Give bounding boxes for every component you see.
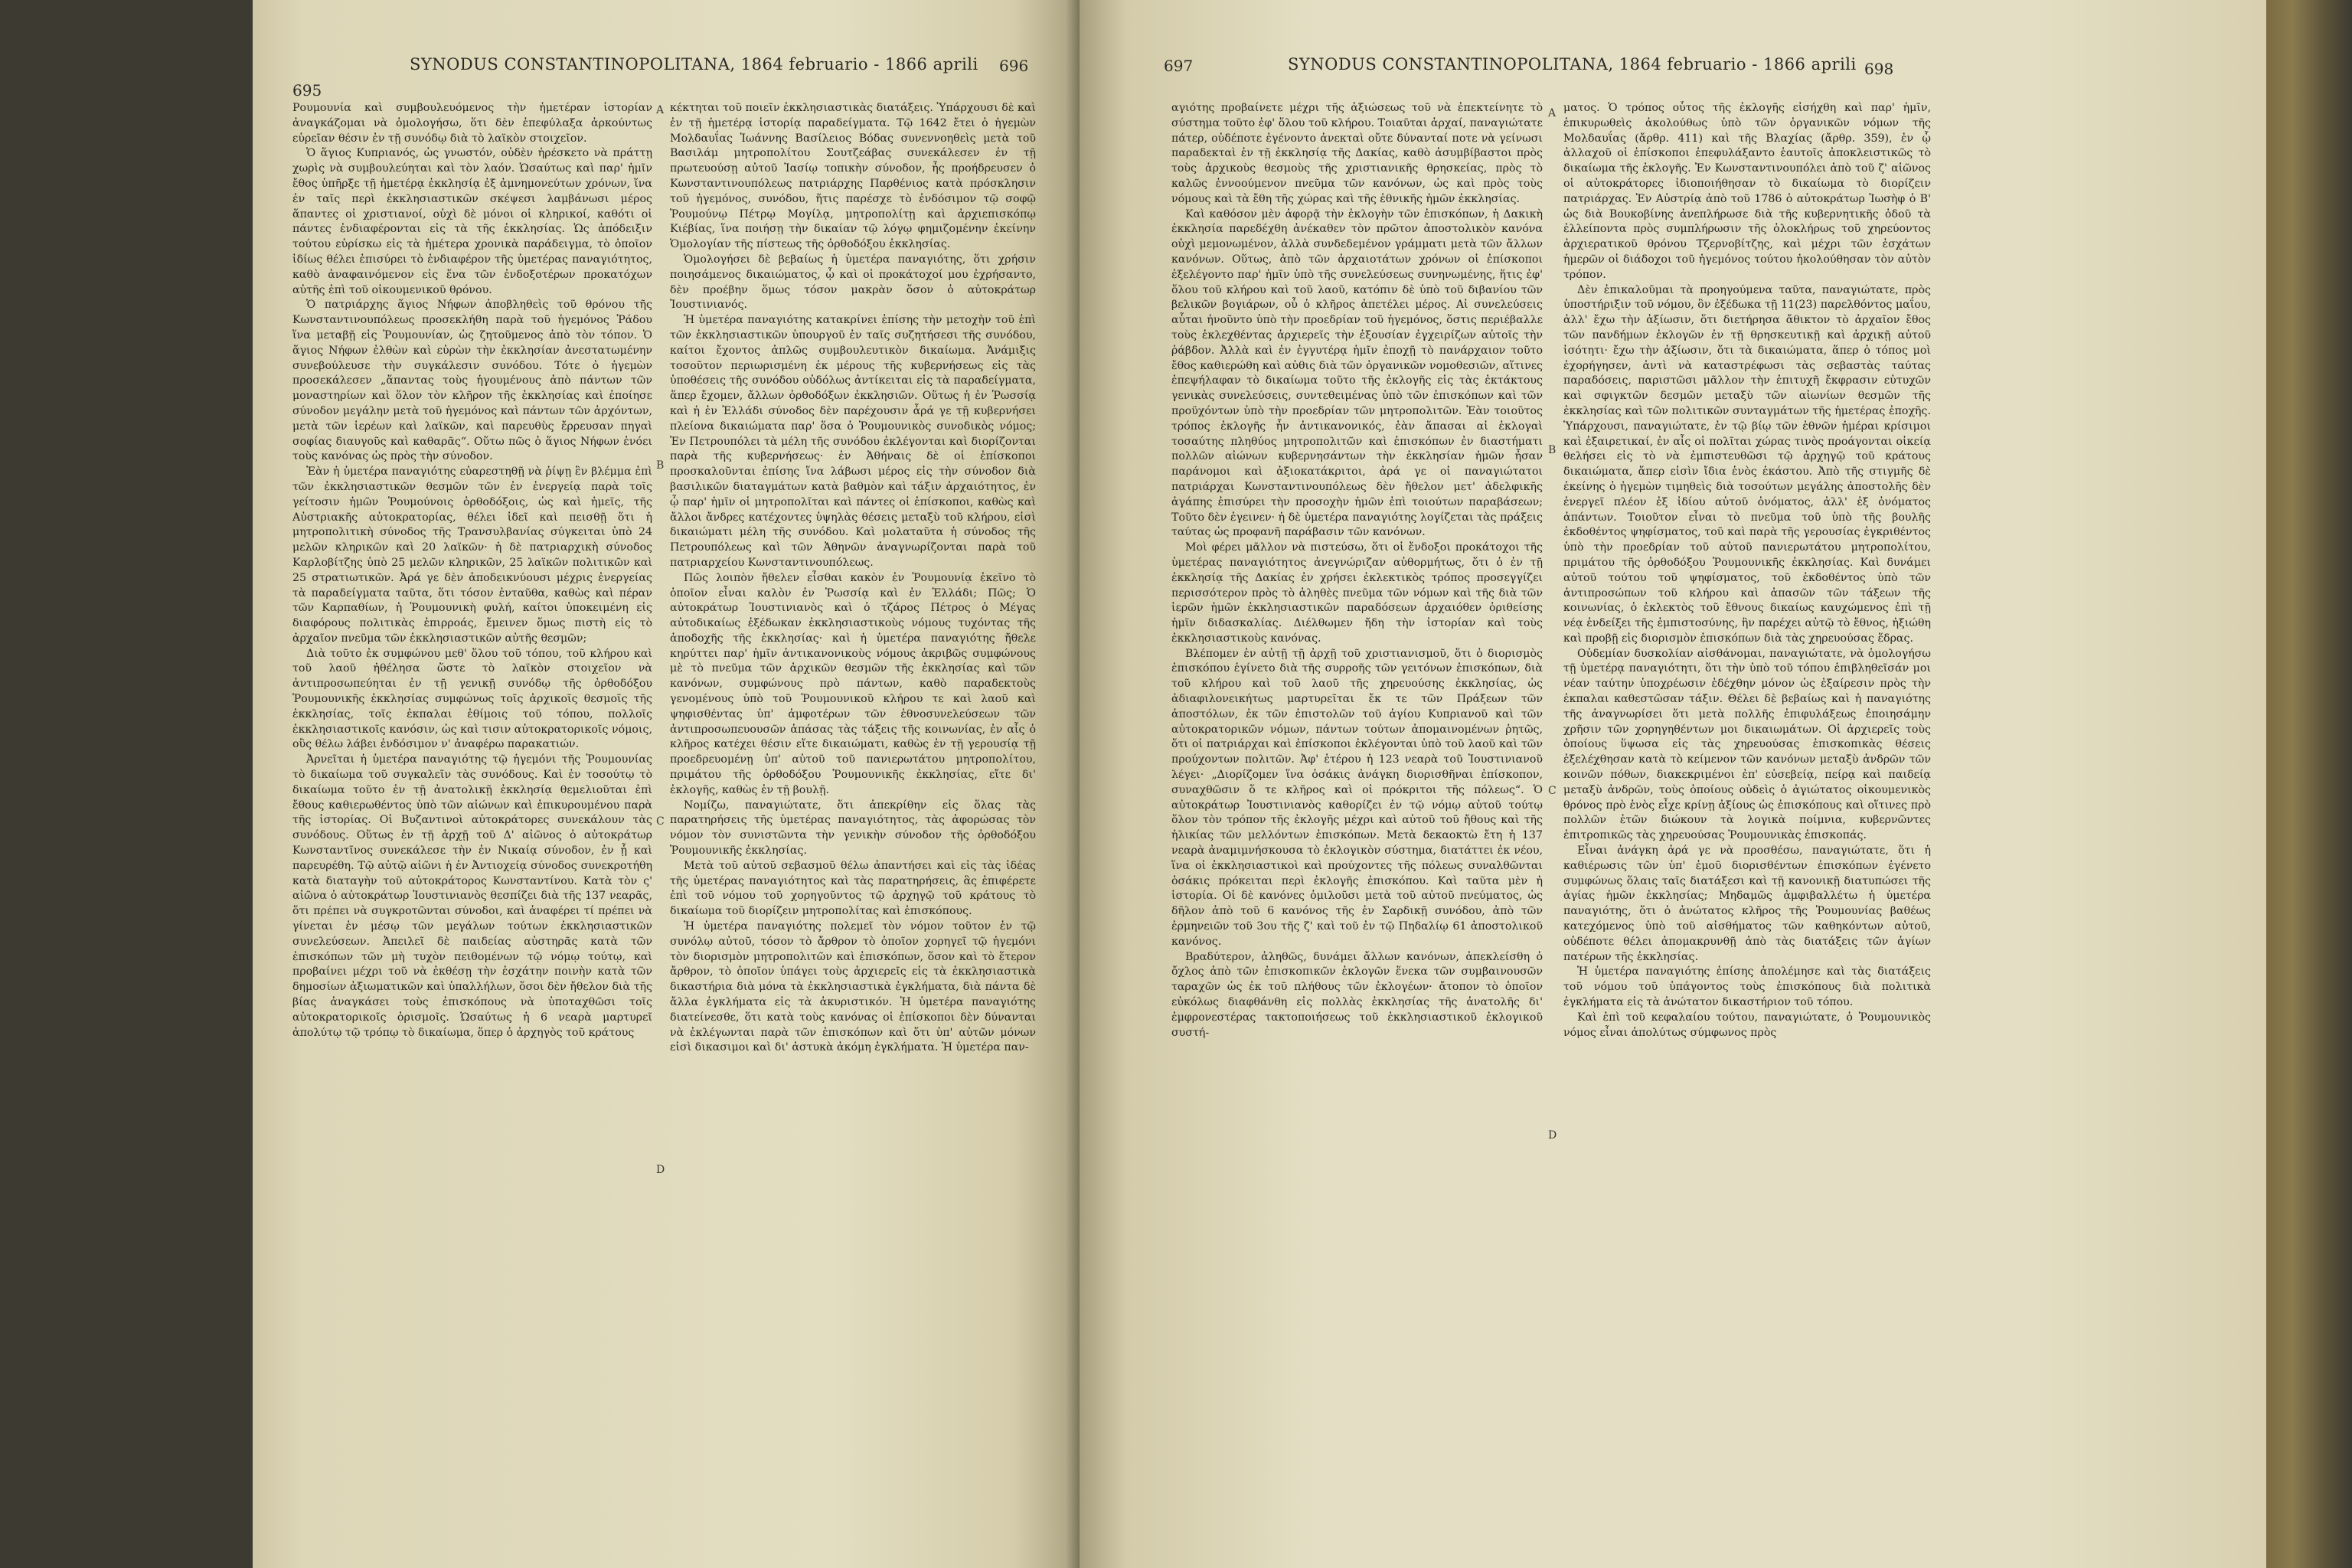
paragraph: Ἐὰν ἡ ὑμετέρα παναγιότης εὐαρεστηθῇ νὰ ῥίψῃ ἓν βλέμμα ἐπὶ τῶν ἐκκλησιαστικῶν θεσμῶν τῶν ἐν ἐνεργείᾳ παρὰ τοῖς γείτοσιν ἡμῶν Ῥουμούνοις ὀρθοδόξοις, ὡς καὶ ἡμεῖς, τῆς Αὐστριακῆς αὐτοκρατορίας, θέλει ἰδεῖ καὶ πεισθῇ ὅτι ἡ μητροπολιτικὴ σύνοδος τῆς Τρανσυλβανίας σύγκειται ὑπὸ 24 μελῶν κληρικῶν καὶ 20 λαϊκῶν· ἡ δὲ πατριαρχικὴ σύνοδος Καρλοβίτζης ὑπὸ 25 μελῶν κληρικῶν, 25 λαϊκῶν πολιτικῶν καὶ 25 στρατιωτικῶν. Ἀρά γε δὲν ἀποδεικνύουσι μέχρις ἐνεργείας τὰ παραδείγματα ταῦτα, ὅτι τόσον ἐνταῦθα, καθὼς καὶ πέραν τῶν Καρπαθίων, ἡ Ῥουμουνικὴ φυλή, καίτοι ὑποκειμένη εἰς διαφόρους πολιτικὰς ἐπιρροάς, ἔμεινεν ὅμως πιστὴ εἰς τὸ ἀρχαῖον πνεῦμα τῶν ἐκκλησιαστικῶν αὐτῆς θεσμῶν; [292, 466, 652, 645]
paragraph: Εἶναι ἀνάγκη ἀρά γε νὰ προσθέσω, παναγιώτατε, ὅτι ἡ καθιέρωσις τῶν ὑπ' ἐμοῦ διορισθέντων ἐπισκόπων ἐγένετο συμφώνως ὅλαις ταῖς διατάξεσι καὶ τῇ κανονικῇ διατυπώσει τῆς ἁγίας ἡμῶν ἐκκλησίας; Μηδαμῶς ἀμφιβαλλέτω ἡ ὑμετέρα παναγιότης, ὅτι ὁ ἀνώτατος κλῆρος τῆς Ῥουμουνίας βαθέως κατεχόμενος ὑπὸ τοῦ αἰσθήματος τῶν καθηκόντων αὐτοῦ, οὐδέποτε θέλει ἀπομακρυνθῇ ἀπὸ τὰς διατάξεις τῶν ἁγίων πατέρων τῆς ἐκκλησίας. [1563, 844, 1931, 963]
paragraph: Πῶς λοιπὸν ἤθελεν εἶσθαι κακὸν ἐν Ῥουμουνίᾳ ἐκεῖνο τὸ ὁποῖον εἶναι καλὸν ἐν Ῥωσσίᾳ καὶ ἐν Ἑλλάδι; Πῶς; Ὁ αὐτοκράτωρ Ἰουστινιανὸς καὶ ὁ τζάρος Πέτρος ὁ Μέγας αὐτοδικαίως ἐξέδωκαν ἐκκλησιαστικοὺς νόμους τυχόντας τῆς ἀποδοχῆς τῆς ἐκκλησίας· καὶ ἡ ὑμετέρα παναγιότης ἤθελε κηρύττει παρ' ἡμῖν ἀντικανονικοὺς νόμους ἀκριβῶς συμφώνους μὲ τὸ πνεῦμα τῶν ἀρχικῶν θεσμῶν τῆς ἐκκλησίας καὶ τῶν κανόνων, συμφώνους πρὸ πάντων, καθὸ παραδεκτοὺς γενομένους ὑπὸ τοῦ Ῥουμουνικοῦ κλήρου τε καὶ λαοῦ καὶ ψηφισθέντας ὑπ' ἀμφοτέρων τῶν ἐθνοσυνελεύσεων τῶν ἀντιπροσωπευουσῶν ἁπάσας τὰς τάξεις τῆς κοινωνίας, ἐν αἷς ὁ κλῆρος κατέχει θέσιν εἴτε δικαιώματι, καθὼς ἐν τῇ γερουσίᾳ τῇ προεδρευομένῃ ὑπ' αὐτοῦ τοῦ πανιερωτάτου μητροπολίτου, πριμάτου τῆς ὀρθοδόξου Ῥουμουνικῆς ἐκκλησίας, εἴτε δι' ἐκλογῆς, καθὼς ἐν τῇ βουλῇ. [670, 571, 1036, 796]
paragraph: Βραδύτερον, ἀληθῶς, δυνάμει ἄλλων κανόνων, ἀπεκλείσθη ὁ ὄχλος ἀπὸ τῶν ἐπισκοπικῶν ἐκλογῶν ἕνεκα τῶν συμβαινουσῶν ταραχῶν ὡς ἐκ τοῦ πλήθους τῶν ἐκλογέων· ἄτοπον τὸ ὁποῖον εὐκόλως διαφθάνθη εἰς πολλὰς ἐκκλησίας τῆς ἀνατολῆς δι' ἐμφρονεστέρας τακτοποιήσεως τοῦ ἐκκλησιαστικοῦ ἐκλογικοῦ συστή- [1171, 950, 1543, 1039]
paragraph: Μοὶ φέρει μᾶλλον νὰ πιστεύσω, ὅτι οἱ ἔνδοξοι προκάτοχοι τῆς ὑμετέρας παναγιότητος ἀνεγνώριζαν αὐθορμήτως, ὅτι ὁ ἐν τῇ ἐκκλησίᾳ τῆς Δακίας ἐν χρήσει ἐκλεκτικὸς τρόπος προσεγγίζει περισσότερον πρὸς τὸ ἀληθὲς πνεῦμα τῶν νόμων καὶ τῆς διὰ τῶν ἱερῶν ἡμῶν ἐκκλησιαστικῶν παραδόσεων ἀρχαιόθεν ὁριθείσης ἡμῖν διδασκαλίας. Διέλθωμεν ἤδη τὴν ἱστορίαν καὶ τοὺς ἐκκλησιαστικοὺς κανόνας. [1171, 541, 1543, 645]
page-number-left: 695 [292, 81, 322, 100]
paragraph: αγιότης προβαίνετε μέχρι τῆς ἀξιώσεως τοῦ νὰ ἐπεκτείνητε τὸ σύστημα τοῦτο ἐφ' ὅλου τοῦ κλήρου. Τοιαῦται ἀρχαί, παναγιώτατε πάτερ, οὐδέποτε ἐγένοντο ἀνεκταὶ οὔτε δύνανταί ποτε νὰ γείνωσι παραδεκταὶ ἐν τῇ ἐκκλησίᾳ τῆς Δακίας, καθὸ ἀσυμβίβαστοι πρὸς τοὺς ἀρχικοὺς θεσμοὺς τῆς χριστιανικῆς θρησκείας, πρὸς τὸ καλῶς ἐννοούμενον πνεῦμα τῶν κανόνων, ὡς καὶ πρὸς τοὺς νόμους καὶ τὰ ἔθη τῆς χώρας καὶ τῆς ἐθνικῆς ἡμῶν ἐκκλησίας. [1171, 102, 1543, 205]
margin-letter-b: B [1548, 444, 1557, 456]
paragraph: Ἡ ὑμετέρα παναγιότης κατακρίνει ἐπίσης τὴν μετοχὴν τοῦ ἐπὶ τῶν ἐκκλησιαστικῶν ὑπουργοῦ ἐν ταῖς συζητήσεσι τῆς συνόδου, καίτοι ἔχοντος ἁπλῶς συμβουλευτικὸν δικαίωμα. Ἀνάμιξις τοσοῦτον περιωρισμένη ἐκ μέρους τῆς κυβερνήσεως εἰς τὰς ὑποθέσεις τῆς συνόδου οὐδόλως ἀντίκειται εἰς τὰ παραδείγματα, ἅπερ ἔχομεν, ἄλλων ὀρθοδόξων ἐκκλησιῶν. Οὕτως ἡ ἐν Ῥωσσίᾳ καὶ ἡ ἐν Ἑλλάδι σύνοδος δὲν παρέχουσιν ἆρά γε τῇ κυβερνήσει πλείονα δικαιώματα παρ' ὅσα ὁ Ῥουμουνικὸς συνοδικὸς νόμος; Ἐν Πετρουπόλει τὰ μέλη τῆς συνόδου ἐκλέγονται καὶ διορίζονται παρὰ τῆς κυβερνήσεως· ἐν Ἀθήναις δὲ οἱ ἐπίσκοποι προσκαλοῦνται ἐπίσης ἵνα λάβωσι μέρος εἰς τὴν σύνοδον διὰ βασιλικῶν διαταγμάτων κατὰ βαθμὸν καὶ τάξιν ἀρχαιότητος, ἐν ᾧ παρ' ἡμῖν οἱ μητροπολῖται καὶ πάντες οἱ ἐπίσκοποι, καθὼς καὶ ἄλλοι ἄνδρες κατέχοντες ὑψηλὰς θέσεις μεταξὺ τοῦ κλήρου, εἰσὶ δικαιώματι μέλη τῆς συνόδου. Καὶ μολαταῦτα ἡ σύνοδος τῆς Πετρουπόλεως καὶ τῶν Ἀθηνῶν ἀναγνωρίζονται παρὰ τοῦ πατριαρχείου Κωνσταντινουπόλεως. [670, 314, 1036, 569]
paragraph: Ρουμουνία καὶ συμβουλευόμενος τὴν ἡμετέραν ἱστορίαν ἀναγκάζομαι νὰ ὁμολογήσω, ὅτι δὲν ἐπεφύλαξα ἀρκούντως εὑρεῖαν θέσιν ἐν τῇ συνόδῳ διὰ τὸ λαϊκὸν στοιχεῖον. [292, 102, 652, 145]
page-number-right: 698 [1864, 60, 1894, 78]
margin-letter-a: A [656, 104, 665, 116]
margin-letter-a: A [1548, 107, 1557, 119]
paragraph: Ὁ ἅγιος Κυπριανός, ὡς γνωστόν, οὐδὲν ἠρέσκετο νὰ πράττῃ χωρὶς νὰ συμβουλεύηται καὶ τὸν λαόν. Ὡσαύτως καὶ παρ' ἡμῖν ἔθος ὑπῆρξε τῇ ἡμετέρᾳ ἐκκλησίᾳ ἐξ ἀμνημονεύτων χρόνων, ἵνα ἐν ταῖς περὶ ἐκκλησιαστικῶν σκέψεσι λαμβάνωσι μέρος ἅπαντες οἱ χριστιανοί, οὐχὶ δὲ μόνοι οἱ κληρικοί, καθότι οἱ πάντες ἐνδιαφέρονται εἰς τὰ τῆς ἐκκλησίας. Ὡς ἀπόδειξιν τούτου εὑρίσκω εἰς τὰ ἡμέτερα χρονικὰ παράδειγμα, τὸ ὁποῖον ἰδίως θέλει ἐπισύρει τὸ ἐνδιαφέρον τῆς ὑμετέρας παναγιότητος, καθὸ ἀναφαινόμενον εἰς ἕνα τῶν ἐνδοξοτέρων προκατόχων αὐτῆς ἐπὶ τοῦ οἰκουμενικοῦ θρόνου. [292, 147, 652, 296]
right-page [1080, 0, 2266, 1568]
paragraph: Καὶ ἐπὶ τοῦ κεφαλαίου τούτου, παναγιώτατε, ὁ Ῥουμουνικὸς νόμος εἶναι ἀπολύτως σύμφωνος πρὸς [1563, 1011, 1931, 1039]
running-head-right: SYNODUS CONSTANTINOPOLITANA, 1864 februario - 1866 aprili [1288, 55, 1857, 74]
paragraph: Οὐδεμίαν δυσκολίαν αἰσθάνομαι, παναγιώτατε, νὰ ὁμολογήσω τῇ ὑμετέρᾳ παναγιότητι, ὅτι τὴν ὑπὸ τοῦ τόπου ἐπιβληθεῖσάν μοι νέαν ταύτην ὑποχρέωσιν ἐδέχθην μόνον ὡς ἐξαίρεσιν πρὸς τὴν ἐκπαλαι καθεστῶσαν τάξιν. Θέλει δὲ βεβαίως καὶ ἡ παναγιότης τῆς ἀναγνωρίσει ὅτι μετὰ πολλῆς ἐπιφυλάξεως ἐποιησάμην χρῆσιν τῶν χορηγηθέντων μοι δικαιωμάτων. Οἱ ἀρχιερεῖς τοὺς ὁποίους ὕψωσα εἰς τὰς χηρευούσας ἐπισκοπικὰς θέσεις ἐξελέχθησαν κατὰ τὸ κείμενον τῶν κανόνων μεταξὺ ἀνδρῶν τῶν κοινῶν πόθων, διακεκριμένοι ἐπ' εὐσεβείᾳ, πείρᾳ καὶ παιδείᾳ μεταξὺ ἀνδρῶν, τοὺς ὁποίους οὐδεὶς ὁ ἀγιώτατος οἰκουμενικὸς θρόνος πρὸ ἑνὸς εἶχε κρίνῃ ἀξίους ὡς ἐπισκόπους καὶ οἵτινες πρὸ πολλῶν ἐτῶν διώκουν τὰ λογικὰ ποίμνια, κυβερνῶντες ἐπιτροπικῶς τὰς χηρευούσας Ῥουμουνικὰς ἐπισκοπάς. [1563, 647, 1931, 842]
paragraph: Μετὰ τοῦ αὐτοῦ σεβασμοῦ θέλω ἀπαντήσει καὶ εἰς τὰς ἰδέας τῆς ὑμετέρας παναγιότητος καὶ τὰς παρατηρήσεις, ἃς ἐπιφέρετε ἐπὶ τοῦ νόμου τοῦ χορηγοῦντος τῷ ἀρχηγῷ τοῦ κράτους τὸ δικαίωμα τοῦ διορίζειν μητροπολίτας καὶ ἐπισκόπους. [670, 859, 1036, 918]
paragraph: Ἀρνεῖται ἡ ὑμετέρα παναγιότης τῷ ἡγεμόνι τῆς Ῥουμουνίας τὸ δικαίωμα τοῦ συγκαλεῖν τὰς συνόδους. Καὶ ἐν τοσούτῳ τὸ δικαίωμα τοῦτο ἐν τῇ ἀνατολικῇ ἐκκλησίᾳ θεμελιοῦται ἐπὶ ἔθους καθιερωθέντος ὑπὸ τῶν αἰώνων καὶ ἐπικυρουμένου παρὰ τῆς ἱστορίας. Οἱ Βυζαντινοὶ αὐτοκράτορες συνεκάλουν τὰς συνόδους. Οὕτως ἐν τῇ ἀρχῇ τοῦ Δ' αἰῶνος ὁ αὐτοκράτωρ Κωνσταντῖνος συνεκάλεσε τὴν ἐν Νικαίᾳ σύνοδον, ἐν ᾗ καὶ παρευρέθη. Τῷ αὐτῷ αἰῶνι ἡ ἐν Ἀντιοχείᾳ σύνοδος συνεκροτήθη κατὰ διαταγὴν τοῦ αὐτοκράτορος Κωνσταντίνου. Κατὰ τὸν ς' αἰῶνα ὁ αὐτοκράτωρ Ἰουστινιανὸς θεσπίζει διὰ τῆς 137 νεαρᾶς, ὅτι πρέπει νὰ συγκροτῶνται σύνοδοι, καὶ ἀναφέρει τί πρέπει νὰ γίνεται ἐν μέσῳ τῶν μεγάλων τούτων ἐκκλησιαστικῶν συνελεύσεων. Ἀπειλεῖ δὲ παιδείας αὐστηρᾶς κατὰ τῶν ἐπισκόπων τῶν μὴ τυχὸν πειθομένων τῷ νόμῳ τούτῳ, καὶ προβαίνει μέχρι τοῦ νὰ ἐκθέσῃ τὴν ἐσχάτην ποινὴν κατὰ τῶν δημοσίων ἀξιωματικῶν καὶ ὑπαλλήλων, ὅσοι δὲν ἤθελον διὰ τῆς βίας ἀναγκάσει τοὺς ἐπισκόπους νὰ ὑποταχθῶσι τοῖς αὐτοκρατορικοῖς ὁρισμοῖς. Ὡσαύτως ἡ 6 νεαρὰ μαρτυρεῖ ἀπολύτῳ τῷ τρόπῳ τὸ δικαίωμα, ὅπερ ὁ ἀρχηγὸς τοῦ κράτους [292, 753, 652, 1039]
paragraph: ματος. Ὁ τρόπος οὗτος τῆς ἐκλογῆς εἰσήχθη καὶ παρ' ἡμῖν, ἐπικυρωθεὶς ἀκολούθως ὑπὸ τῶν ὀργανικῶν νόμων τῆς Μολδαυΐας (ἄρθρ. 411) καὶ τῆς Βλαχίας (ἄρθρ. 359), ἐν ᾧ ἀλλαχοῦ οἱ ἐπίσκοποι ἐπεφυλάξαντο ἑαυτοῖς ἀποκλειστικῶς τὸ δικαίωμα τῆς ἐκλογῆς. Ἐν Κωνσταντινουπόλει ἀπὸ τοῦ ζ' αἰῶνος οἱ αὐτοκράτορες ἰδιοποιήθησαν τὸ δικαίωμα τὸ διορίζειν πατριάρχας. Ἐν Αὐστρίᾳ ἀπὸ τοῦ 1786 ὁ αὐτοκράτωρ Ἰωσὴφ ὁ Β' ὡς διὰ Βουκοβίνης ἀνεπλήρωσε διὰ τῆς κυβερνητικῆς ὁδοῦ τὰ ἐλλείποντα πρὸς συμπλήρωσιν τῆς ὁλοκλήρως τοῦ χηρεύοντος ἀρχιερατικοῦ θρόνου Τζερνοβίτζης, καὶ μέχρι τῶν ἐσχάτων ἡμερῶν οἱ διάδοχοι τοῦ ἡγεμόνος τούτου ἠκολούθησαν τὸν αὐτὸν τρόπον. [1563, 102, 1931, 281]
right-column-2 [1563, 101, 1931, 1548]
margin-letter-d: D [1548, 1129, 1557, 1142]
margin-letter-c: C [1548, 785, 1557, 797]
paragraph: Ὁ πατριάρχης ἅγιος Νήφων ἀποβληθεὶς τοῦ θρόνου τῆς Κωνσταντινουπόλεως προσεκλήθη παρὰ τοῦ ἡγεμόνος Ῥάδου ἵνα μεταβῇ εἰς Ῥουμουνίαν, ὡς ζητοῦμενος ἀπὸ τὸν τόπον. Ὁ ἅγιος Νήφων ἐλθὼν καὶ εὑρὼν τὴν ἐκκλησίαν ἀνεστατωμένην συνεβούλευσε τὴν συγκάλεσιν συνόδου. Τότε ὁ ἡγεμὼν προσεκάλεσεν „ἅπαντας τοὺς ἡγουμένους ἀπὸ πάντων τῶν μοναστηρίων καὶ ὅλον τὸν κλῆρον τῆς ἐκκλησίας καὶ ἐποίησε σύνοδον μεγάλην μετὰ τοῦ ἡγεμόνος καὶ πάντων τῶν ἀρχόντων, μετὰ τῶν ἱερέων καὶ λαϊκῶν, καὶ παρευθὺς ἔρρευσαν πηγαὶ σοφίας διαυγοῦς καὶ καθαρᾶς“. Οὕτω πῶς ὁ ἅγιος Νήφων ἐνόει τοὺς κανόνας ὡς πρὸς τὴν σύνοδον. [292, 299, 652, 463]
paragraph: Καὶ καθόσον μὲν ἀφορᾷ τὴν ἐκλογὴν τῶν ἐπισκόπων, ἡ Δακικὴ ἐκκλησία παρεδέχθη ἀνέκαθεν τὸν πρῶτον ἀποστολικὸν κανόνα οὐχὶ μεμονωμένον, ἀλλὰ συνδεδεμένον γράμματι μετὰ τῶν ἄλλων κανόνων. Οὕτως, ἀπὸ τῶν ἀρχαιοτάτων χρόνων οἱ ἐπίσκοποι ἐξελέγοντο παρ' ἡμῖν ὑπὸ τῆς συνελεύσεως συνηνωμένης, ἥτις ἐφ' ὅλου τοῦ κλήρου καὶ τοῦ λαοῦ, κατόπιν δὲ ὑπὸ τοῦ διβανίου τῶν βελικῶν βογιάρων, οὗ ὁ κλῆρος ἀπετέλει μέρος. Αἱ συνελεύσεις αὗται ἠνοῦντο ὑπὸ τὴν προεδρίαν τοῦ ἡγεμόνος, ὅστις περιέβαλλε τοὺς ἐκλεχθέντας ἀρχιερεῖς τὴν ἐξουσίαν ἐγχειρίζων αὐτοῖς τὴν ῥάβδον. Ἀλλὰ καὶ ἐν ἐγγυτέρᾳ ἡμῖν ἐποχῇ τὸ πανάρχαιον τοῦτο ἔθος καθιερώθη καὶ αὐθις διὰ τῶν ὀργανικῶν νομοθεσιῶν, αἵτινες ἐπεψήλαφαν τὸ δικαίωμα τοῦτο τῆς ἐκλογῆς εἰς τὰς ἐκτάκτους γενικὰς συνελεύσεις, συντεθειμένας ὑπὸ τῶν ἐπισκόπων καὶ τῶν προϋχόντων ὑπὸ τὴν προεδρίαν τῶν μητροπολιτῶν. Ἐὰν τοιοῦτος τρόπος ἐκλογῆς ἦν ἀντικανονικός, ἐὰν ἅπασαι αἱ ἐκλογαὶ τοσαύτης πληθύος μητροπολιτῶν καὶ ἐπισκόπων ἐν διαστήματι πολλῶν αἰώνων κυβερνησάντων τὴν ἐκκλησίαν ἡμῶν ἦσαν παράνομοι καὶ ἀξιοκατάκριτοι, ἀρά γε οἱ παναγιώτατοι πατριάρχαι Κωνσταντινουπόλεως δὲν ἤθελον μετ' ἀδελφικῆς ἀγάπης ἐπισύρει τὴν προσοχὴν ἡμῶν ἐπὶ τοιούτων παραβάσεων; Τοῦτο δὲν ἐγεινεν· ἡ δὲ ὑμετέρα παναγιότης λογίζεται τὰς πράξεις ταύτας ὡς προφανῆ παράβασιν τῶν κανόνων. [1171, 207, 1543, 539]
paragraph: Ἡ ὑμετέρα παναγιότης πολεμεῖ τὸν νόμον τοῦτον ἐν τῷ συνόλῳ αὐτοῦ, τόσον τὸ ἄρθρον τὸ ὁποῖον χορηγεῖ τῷ ἡγεμόνι τὸν διορισμὸν μητροπολιτῶν καὶ ἐπισκόπων, ὅσον καὶ τὸ ἕτερον ἄρθρον, τὸ ὁποῖον ὑπάγει τοὺς ἀρχιερεῖς εἰς τὰ ἐκκλησιαστικὰ δικαστήρια διὰ μόνα τὰ ἐκκλησιαστικὰ ἐγκλήματα, διὰ πάντα δὲ ἄλλα ἐγκλήματα εἰς τὰ ἀκυριστικόν. Ἡ ὑμετέρα παναγιότης διατείνεσθε, ὅτι κατὰ τοὺς κανόνας οἱ ἐπίσκοποι δὲν δύνανται νὰ ἐκλέγωνται παρὰ τῶν ἐπισκόπων καὶ ὅτι ὑπ' αὐτῶν μόνων εἰσὶ δικασιμοι καὶ δι' ἀστυκὰ ἀκόμη ἐγκλήματα. Ἡ ὑμετέρα παν- [670, 920, 1036, 1054]
paragraph: Νομίζω, παναγιώτατε, ὅτι ἀπεκρίθην εἰς ὅλας τὰς παρατηρήσεις τῆς ὑμετέρας παναγιότητος, τὰς ἀφορώσας τὸν νόμον τὸν συνιστῶντα τὴν γενικὴν σύνοδον τῆς ὀρθοδόξου Ῥουμουνικῆς ἐκκλησίας. [670, 799, 1036, 858]
left-page [253, 0, 1080, 1568]
paragraph: Διὰ τοῦτο ἐκ συμφώνου μεθ' ὅλου τοῦ τόπου, τοῦ κλήρου καὶ τοῦ λαοῦ ἠθέλησα ὥστε τὸ λαϊκὸν στοιχεῖον νὰ ἀντιπροσωπεύηται ἐν τῇ γενικῇ συνόδῳ τῆς ὀρθοδόξου Ῥουμουνικῆς ἐκκλησίας συμφώνως τοῖς ἀρχικοῖς θεσμοῖς τῆς ἐκκλησίας, τοῖς ἐκπαλαι ἐθίμοις τοῦ τόπου, πολλοῖς ἐκκλησιαστικοῖς κανόσιν, ὡς καὶ τισιν αὐτοκρατορικοῖς νόμοις, οὓς θέλω λάβει ἐνδόσιμον ν' ἀναφέρω παρακατιών. [292, 647, 652, 751]
page-number-left: 697 [1164, 57, 1194, 75]
paragraph: Δὲν ἐπικαλοῦμαι τὰ προηγούμενα ταῦτα, παναγιώτατε, πρὸς ὑποστήριξιν τοῦ νόμου, ὃν ἐξέδωκα τῇ 11(23) παρελθόντος μαΐου, ἀλλ' ἔχω τὴν ἀξίωσιν, ὅτι διετήρησα ἄθικτον τὸ ἀρχαῖον ἔθος τῶν πανδήμων ἐκλογῶν ἐν τῇ θρησκευτικῇ καὶ ἀρχικῇ αὐτοῦ ἰσότητι· ἔχω τὴν ἀξίωσιν, ὅτι τὰ δικαιώματα, ἅπερ ὁ τόπος μοὶ ἐχορήγησεν, ἀντὶ νὰ καταστρέφωσι τὰς σεβαστὰς ταύτας παραδόσεις, παριστῶσι μᾶλλον τὴν ἐπιτυχῆ ἔκφρασιν εὐτυχῶν καὶ σφιγκτῶν δεσμῶν μεταξὺ τῶν αἰωνίων θεσμῶν τῆς ἐκκλησίας καὶ τῶν πολιτικῶν συνταγμάτων τῆς ἡμετέρας ἐποχῆς. Ὑπάρχουσι, παναγιώτατε, ἐν τῷ βίῳ τῶν ἐθνῶν ἡμέραι κρίσιμοι καὶ ἐξαιρετικαί, ἐν αἷς οἱ πολῖται χώρας τινὸς προάγονται οἰκείᾳ θελήσει εἰς τὸ νὰ ἐμπιστευθῶσι τῷ ἀρχηγῷ τοῦ κράτους δικαιώματα, ἅπερ εἰσὶν ἴδια ἑνὸς ἑκάστου. Ἀπὸ τῆς στιγμῆς δὲ ἐκείνης ὁ ἡγεμὼν τιμηθεὶς διὰ τοσούτων μεγάλης ἀποστολῆς δὲν ἐνεργεῖ πλέον ἐξ ἰδίου αὐτοῦ ὀνόματος, ἀλλ' ἐξ ὀνόματος ἁπάντων. Τοιοῦτον εἶναι τὸ πνεῦμα τοῦ ὑπὸ τῆς βουλῆς ἐκδοθέντος ψηφίσματος, τοῦ καὶ παρὰ τῆς γερουσίας ἐγκριθέντος ὑπὸ τὴν προεδρίαν τοῦ αὐτοῦ πανιερωτάτου μητροπολίτου, πριμάτου τῆς ὀρθοδόξου Ῥουμουνικῆς ἐκκλησίας. Καὶ δυνάμει αὐτοῦ τούτου τοῦ ψηφίσματος, τοῦ ἐκδοθέντος ὑπὸ τῶν ἀντιπροσώπων τοῦ κλήρου καὶ ἁπασῶν τῶν τάξεων τῆς κοινωνίας, ὁ ἐκλεκτὸς τοῦ ἔθνους δικαίως καυχώμενος ἐπὶ τῇ νέᾳ ἐνδείξει τῆς ἐμπιστοσύνης, ἣν παρέχει αὐτῷ τὸ ἔθνος, ἠξιώθη καὶ προβῇ εἰς διορισμὸν ἐπισκόπων διὰ τὰς χηρευούσας ἕδρας. [1563, 283, 1931, 645]
running-head-left: SYNODUS CONSTANTINOPOLITANA, 1864 februario - 1866 aprili [410, 55, 978, 74]
page-number-right: 696 [999, 57, 1029, 75]
paragraph: κέκτηται τοῦ ποιεῖν ἐκκλησιαστικὰς διατάξεις. Ὑπάρχουσι δὲ καὶ ἐν τῇ ἡμετέρᾳ ἱστορίᾳ παραδείγματα. Τῷ 1642 ἔτει ὁ ἡγεμὼν Μολδαυΐας Ἰωάννης Βασίλειος Βόδας συνεννοηθεὶς μετὰ τοῦ Βασιλάμ μητροπολίτου Σουτζεάβας συνεκάλεσεν ἐν τῇ πρωτευούσῃ αὐτοῦ Ἰασίῳ τοπικὴν σύνοδον, ἧς προήδρευσεν ὁ Κωνσταντινουπόλεως πατριάρχης Παρθένιος κατὰ πρόσκλησιν τοῦ ἡγεμόνος, συνόδου, ἥτις παρέσχε τὸ ἐνδόσιμον τῷ σοφῷ Ῥουμούνῳ Πέτρῳ Μογίλᾳ, μητροπολίτῃ καὶ ἀρχιεπισκόπῳ Κιέβίας, ἵνα ποιήσῃ τὴν δικαίαν τῷ λόγῳ φημιζομένην ἐκείνην Ὁμολογίαν τῆς πίστεως τῆς ὀρθοδόξου ἐκκλησίας. [670, 102, 1036, 251]
paragraph: Βλέπομεν ἐν αὐτῇ τῇ ἀρχῇ τοῦ χριστιανισμοῦ, ὅτι ὁ διορισμὸς ἐπισκόπου ἐγίνετο διὰ τῆς συρροῆς τῶν γειτόνων ἐπισκόπων, διὰ τοῦ κλήρου καὶ τοῦ λαοῦ τῆς χηρευούσης ἐκκλησίας, ὡς ἀδιαφιλονεικήτως μαρτυρεῖται ἔκ τε τῶν Πράξεων τῶν ἀποστόλων, ἐκ τῶν ἐπιστολῶν τοῦ ἁγίου Κυπριανοῦ καὶ τῶν αὐτοκρατορικῶν νόμων, πάντων τούτων ἀπομαινομένων ῥητῶς, ὅτι οἱ πατριάρχαι καὶ ἐπίσκοποι ἐκλέγονται ὑπὸ τοῦ λαοῦ καὶ τῶν προύχοντων πολιτῶν. Ἀφ' ἑτέρου ἡ 123 νεαρὰ τοῦ Ἰουστινιανοῦ λέγει· „Διορίζομεν ἵνα ὁσάκις ἀνάγκη διορισθῆναι ἐπίσκοπον, συναχθῶσιν ὅ τε κλῆρος καὶ οἱ πρόκριτοι τῆς πόλεως“. Ὁ αὐτοκράτωρ Ἰουστινιανὸς καθορίζει ἐν τῷ νόμῳ αὐτοῦ τούτῳ ὅλον τὸν τρόπον τῆς ἐκλογῆς μέχρι καὶ αὐτοῦ τοῦ ἤθους καὶ τῆς ἡλικίας τῶν μελλόντων ἐπισκόπων. Μετὰ δεκαοκτὼ ἔτη ἡ 137 νεαρὰ ἀναμιμνήσκουσα τὸ ἐκλογικὸν σύστημα, διατάττει ἐκ νέου, ἵνα οἱ ἐκκλησιαστικοὶ καὶ προύχοντες τῆς πόλεως συναλθῶνται ὁσάκις πρόκειται περὶ ἐκλογῆς ἐπισκόπου. Καὶ ταῦτα μὲν ἡ ἱστορία. Οἱ δὲ κανόνες ὁμιλοῦσι μετὰ τοῦ αὐτοῦ πνεύματος, ὡς δῆλον ἀπὸ τοῦ 6 κανόνος τῆς ἐν Σαρδικῇ συνόδου, ἀπὸ τῶν ἑρμηνειῶν τοῦ 3ου τῆς ζ' καὶ τοῦ ἐν τῷ Πηδαλίῳ 61 ἀποστολικοῦ κανόνος. [1171, 647, 1543, 948]
left-column-1 [292, 101, 652, 1548]
paragraph: Ὁμολογήσει δὲ βεβαίως ἡ ὑμετέρα παναγιότης, ὅτι χρήσιν ποιησάμενος δικαιώματος, ᾧ καὶ οἱ προκάτοχοί μου ἐχρήσαντο, δὲν προέβην ὅμως τόσον μακρὰν ὅσον ὁ αὐτοκράτωρ Ἰουστινιανός. [670, 253, 1036, 312]
right-column-1 [1171, 101, 1543, 1548]
left-column-2 [670, 101, 1036, 1548]
book-edge [2266, 0, 2352, 1568]
paragraph: Ἡ ὑμετέρα παναγιότης ἐπίσης ἀπολέμησε καὶ τὰς διατάξεις τοῦ νόμου τοῦ ὑπάγοντος τοὺς ἐπισκόπους διὰ πολιτικὰ ἐγκλήματα εἰς τὰ ἀνώτατον δικαστήριον τοῦ τόπου. [1563, 965, 1931, 1009]
margin-letter-c: C [656, 815, 665, 828]
margin-letter-d: D [656, 1164, 665, 1176]
margin-letter-b: B [656, 459, 665, 472]
